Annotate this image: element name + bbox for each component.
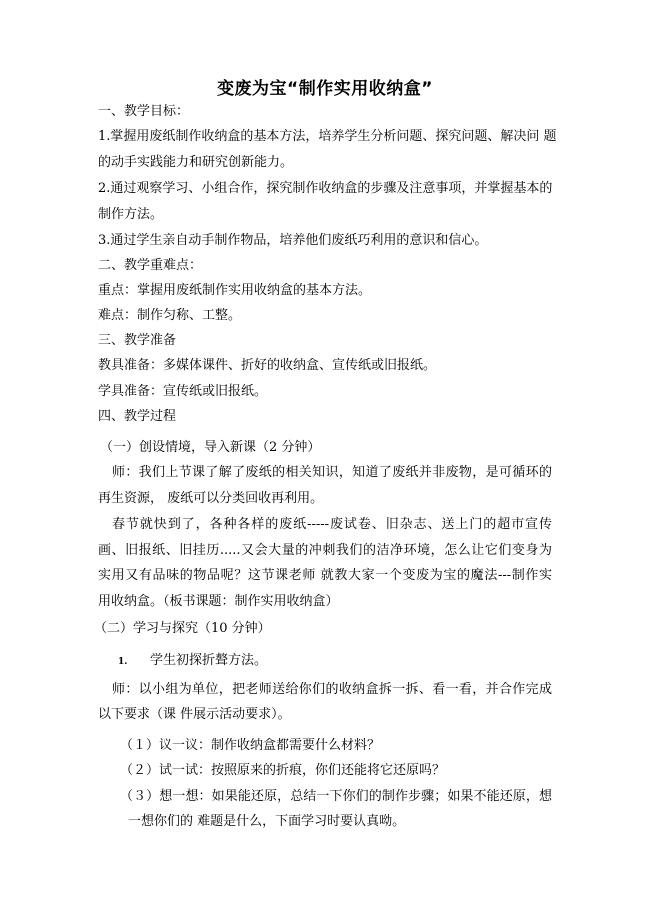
process-heading: 四、教学过程: [98, 409, 177, 424]
goal-2-line-2: 制作方法。: [98, 207, 164, 222]
prep-heading: 三、教学准备: [98, 333, 177, 348]
paragraph-1-line-2: 再生资源， 废纸可以分类回收再利用。: [98, 491, 324, 506]
paragraph-1-line-1: 师：我们上节课了解了废纸的相关知识，知道了废纸并非废物，是可循环的: [112, 465, 552, 480]
paragraph-2-line-1: 春节就快到了，各种各样的废纸-----废试卷、旧杂志、送上门的超市宣传: [112, 517, 552, 532]
student-prep: 学具准备：宣传纸或旧报纸。: [98, 384, 268, 399]
sub-item-1-number: 1.: [118, 657, 128, 667]
paragraph-2-line-2: 画、旧报纸、旧挂历.....又会大量的冲刺我们的洁净环境，怎么让它们变身为: [98, 543, 552, 558]
sub-item-1-text: 学生初探折聱方法。: [150, 653, 268, 668]
question-1: （１）议一议：制作收纳盒都需要什么材料？: [120, 738, 381, 753]
paragraph-2-line-4: 用收纳盒。（板书课题：制作实用收纳盒）: [98, 594, 339, 609]
step-2-heading: （二）学习与探究（10 分钟）: [94, 621, 271, 636]
document-title: 变废为宝“制作实用收纳盒”: [217, 79, 433, 99]
goal-heading: 一、教学目标：: [98, 104, 190, 119]
goal-1-line-1: 1.掌握用废纸制作收纳盒的基本方法，培养学生分析问题、探究问题、解决问 题: [98, 129, 557, 144]
key-heading: 二、教学重难点：: [98, 258, 203, 273]
question-3-line-1: （３）想一想：如果能还原，总结一下你们的制作步骤；如果不能还原，想: [120, 789, 552, 804]
key-point: 重点：掌握用废纸制作实用收纳盒的基本方法。: [98, 283, 372, 298]
question-2: （２）试一试：按照原来的折痕，你们还能将它还原吗？: [120, 763, 446, 778]
goal-3: 3.通过学生亲自动手制作物品，培养他们废纸巧利用的意识和信心。: [98, 233, 488, 248]
goal-2-line-1: 2.通过观察学习、小组合作，探究制作收纳盒的步骤及注意事项，并掌握基本的: [98, 181, 553, 196]
teacher-prep: 教具准备：多媒体课件、折好的收纳盒、宣传纸或旧报纸。: [98, 358, 437, 373]
difficult-point: 难点：制作匀称、工整。: [98, 308, 242, 323]
paragraph-2-line-3: 实用又有品味的物品呢？这节课老师 就教大家一个变废为宝的魔法---制作实: [98, 568, 552, 583]
goal-1-line-2: 的动手实践能力和研究创新能力。: [98, 155, 294, 170]
paragraph-3-line-2: 以下要求（课 件展示活动要求）。: [98, 707, 291, 722]
step-1-heading: （一）创设情境，导入新课（2 分钟）: [100, 440, 321, 455]
paragraph-3-line-1: 师：以小组为单位，把老师送给你们的收纳盒拆一拆、看一看，并合作完成: [112, 682, 552, 697]
question-3-line-2: 一想你们的 难题是什么，下面学习时要认真呦。: [128, 814, 406, 829]
sub-item-1: [118, 652, 267, 671]
